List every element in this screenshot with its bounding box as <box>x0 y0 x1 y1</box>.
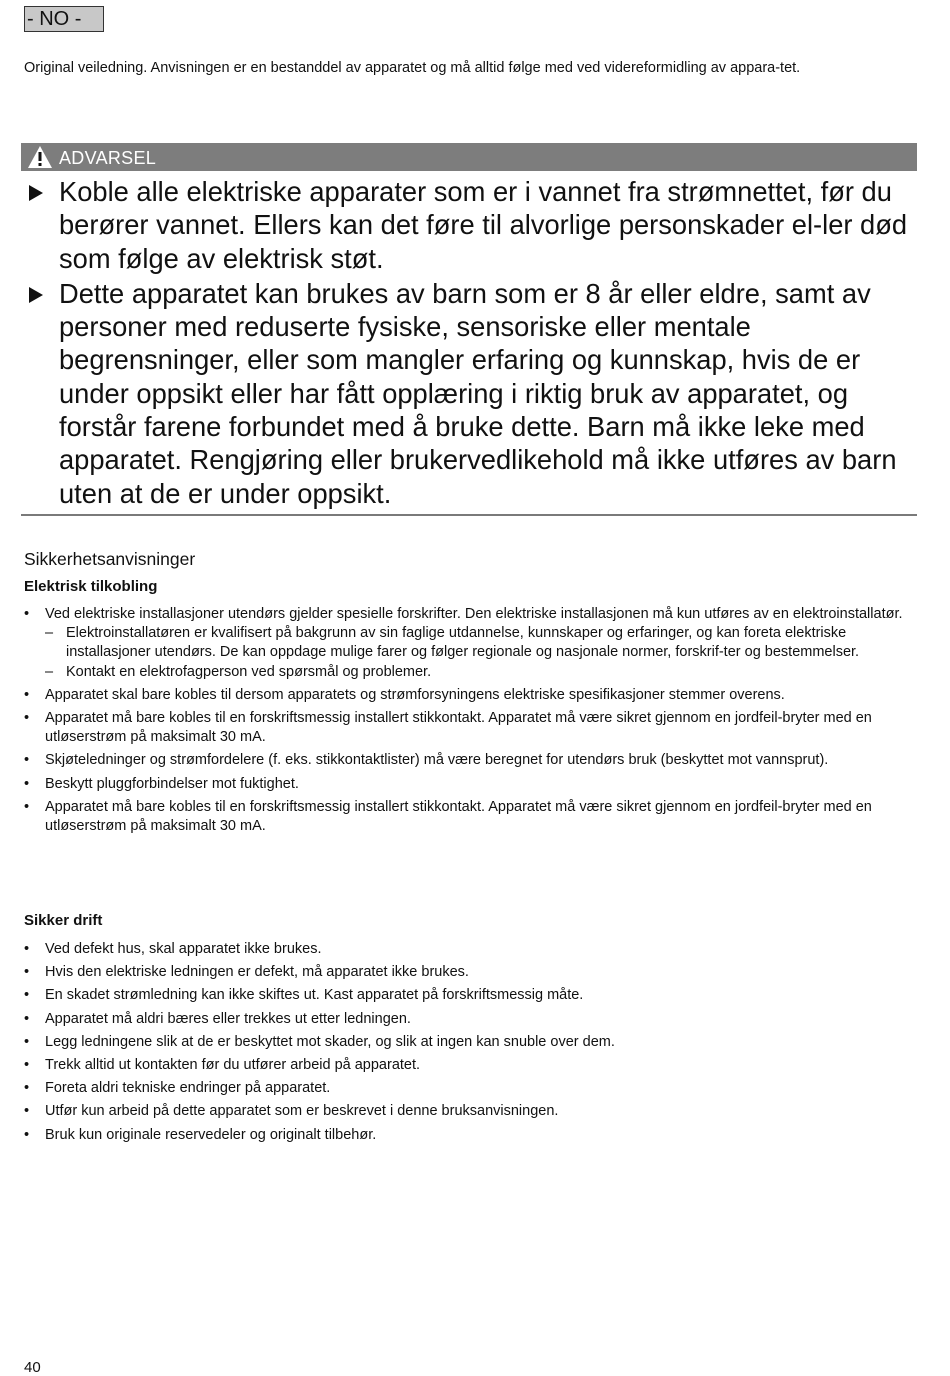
list-item <box>24 1079 918 1098</box>
bullet-icon: • <box>24 1033 30 1050</box>
list-item <box>24 1010 918 1029</box>
list-item-text: Ved elektriske installasjoner utendørs gjelder spesielle forskrifter. Den elektriske installasjonen må kun utføres av en elektroinstallatør. <box>45 606 903 622</box>
language-tag: - NO - <box>24 6 104 32</box>
list-item-text: Skjøteledninger og strømfordelere (f. eks. stikkontaktlister) må være beregnet for utendørs bruk (beskyttet mot vannsprut). <box>45 752 829 769</box>
sub-list-item-text: Kontakt en elektrofagperson ved spørsmål og problemer. <box>66 663 432 680</box>
list-item <box>24 940 918 959</box>
warning-item-text: Dette apparatet kan brukes av barn som er 8 år eller eldre, samt av personer med reduserte fysiske, sensoriske eller mentale begrensninger, eller som mangler erfaring og kunnskap, hvis de er under oppsikt eller har fått opplæring i riktig bruk av apparatet, og forstår farene forbundet med å bruke dette. Barn må ikke leke med apparatet. Rengjøring eller brukervedlikehold må ikke utføres av barn uten at de er under oppsikt. <box>59 277 897 509</box>
sub-list-item-text: Elektroinstallatøren er kvalifisert på bakgrunn av sin faglige utdannelse, kunnskaper og erfaringer, og kan foreta elektriske installasjoner utendørs. De kan oppdage mulige farer og følger regionale og nasjonale normer, forskrif-ter og bestemmelser. <box>66 625 860 661</box>
list-item-text: Utfør kun arbeid på dette apparatet som er beskrevet i denne bruksanvisningen. <box>45 1103 559 1120</box>
intro-paragraph: Original veiledning. Anvisningen er en bestanddel av apparatet og må alltid følge med ved videreformidling av appara-tet. <box>24 60 801 76</box>
bullet-icon: • <box>24 1103 30 1120</box>
bullet-icon: • <box>24 1126 30 1143</box>
list-item-text: Apparatet må bare kobles til en forskriftsmessig installert stikkontakt. Apparatet må være sikret gjennom en jordfeil-bryter med en utløserstrøm på maksimalt 30 mA. <box>45 798 872 835</box>
list-item <box>24 709 918 747</box>
list-item <box>24 986 918 1005</box>
sub-list-item <box>24 624 918 662</box>
warning-item-text: Koble alle elektriske apparater som er i vannet fra strømnettet, før du berører vannet. Ellers kan det føre til alvorlige personskader el-ler død som følge av elektrisk støt. <box>59 176 908 274</box>
arrow-right-icon <box>28 286 44 304</box>
bullet-icon: • <box>24 941 30 957</box>
list-item-text: Ved defekt hus, skal apparatet ikke brukes. <box>45 941 322 957</box>
heading-electrical-connection: Elektrisk tilkobling <box>24 578 158 595</box>
list-item-text: Trekk alltid ut kontakten før du utfører arbeid på apparatet. <box>45 1057 421 1074</box>
list-item-text: Apparatet må aldri bæres eller trekkes ut etter ledningen. <box>45 1010 411 1027</box>
list-item <box>24 605 918 624</box>
list-item-text: Apparatet skal bare kobles til dersom apparatets og strømforsyningens elektriske spesifikasjoner stemmer overens. <box>45 686 785 703</box>
list-item-text: Bruk kun originale reservedeler og originalt tilbehør. <box>45 1126 377 1143</box>
warning-item <box>28 175 918 275</box>
warning-list <box>28 175 918 512</box>
list-item <box>24 1033 918 1052</box>
list-item-text: Apparatet må bare kobles til en forskriftsmessig installert stikkontakt. Apparatet må være sikret gjennom en jordfeil-bryter med en utløserstrøm på maksimalt 30 mA. <box>45 710 872 746</box>
bullet-icon: • <box>24 606 30 622</box>
bullet-icon: • <box>24 1080 30 1097</box>
list-item-text: Beskytt pluggforbindelser mot fuktighet. <box>45 775 299 792</box>
bullet-icon: • <box>24 1057 30 1074</box>
list-item <box>24 1102 918 1121</box>
warning-label: ADVARSEL <box>59 148 157 168</box>
arrow-right-icon <box>28 184 44 202</box>
electrical-list <box>24 605 918 840</box>
list-item <box>24 1126 918 1145</box>
bullet-icon: • <box>24 1010 30 1027</box>
dash-icon: – <box>45 663 54 680</box>
list-item-text: Foreta aldri tekniske endringer på apparatet. <box>45 1080 331 1097</box>
divider <box>21 514 917 516</box>
warning-triangle-icon <box>27 145 53 169</box>
dash-icon: – <box>45 625 54 642</box>
list-item <box>24 686 918 705</box>
list-item <box>24 1056 918 1075</box>
warning-item <box>28 277 918 510</box>
page-number: 40 <box>24 1359 41 1376</box>
bullet-icon: • <box>24 775 30 792</box>
list-item-text: Hvis den elektriske ledningen er defekt, må apparatet ikke brukes. <box>45 964 469 981</box>
list-item <box>24 798 918 836</box>
bullet-icon: • <box>24 964 30 981</box>
list-item <box>24 963 918 982</box>
heading-safe-operation: Sikker drift <box>24 912 103 929</box>
section-title: Sikkerhetsanvisninger <box>24 549 196 569</box>
bullet-icon: • <box>24 686 30 703</box>
sub-list-item <box>24 663 918 682</box>
warning-banner <box>21 143 917 171</box>
list-item <box>24 751 918 770</box>
list-item <box>24 775 918 794</box>
bullet-icon: • <box>24 987 30 1004</box>
list-item-text: En skadet strømledning kan ikke skiftes ut. Kast apparatet på forskriftsmessig måte. <box>45 987 584 1004</box>
list-item-text: Legg ledningene slik at de er beskyttet mot skader, og slik at ingen kan snuble over dem. <box>45 1033 615 1050</box>
safe-operation-list <box>24 940 918 1149</box>
bullet-icon: • <box>24 798 30 815</box>
bullet-icon: • <box>24 752 30 769</box>
bullet-icon: • <box>24 710 30 727</box>
